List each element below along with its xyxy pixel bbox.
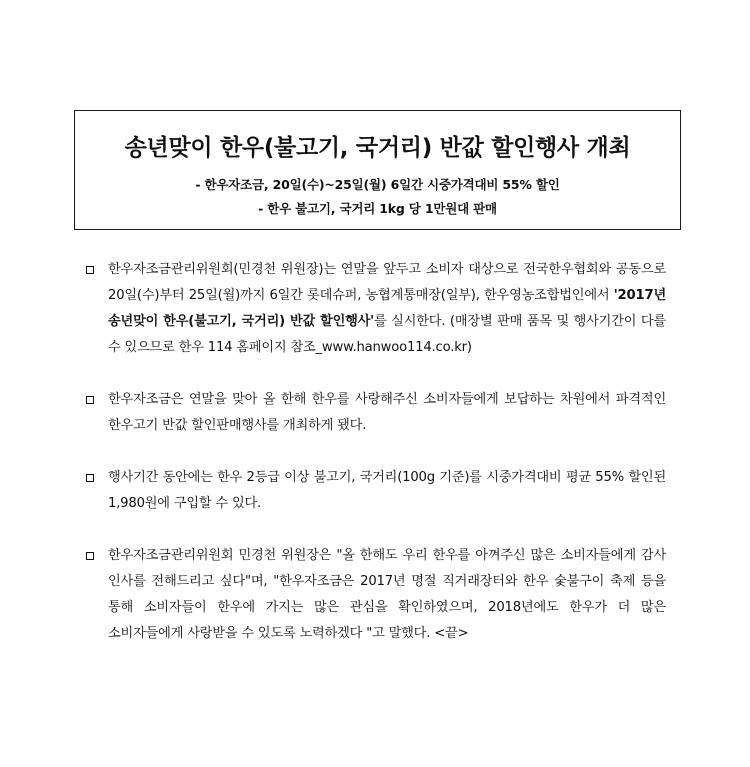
paragraph-1-text-c: 를 실시한다. (매장별 판매 품목 및 행사기간이 다를 수 있으므로 한우 114 홈페이지 참조_www.hanwoo114.co.kr) bbox=[108, 314, 666, 355]
paragraph-4-text: 한우자조금관리위원회 민경천 위원장은 "올 한해도 우리 한우를 아껴주신 많은 소비자들에게 감사 인사를 전해드리고 싶다"며, "한우자조금은 2017년 명절 직거래장터와 한우 숯불구이 축제 등을 통해 소비자들이 한우에 가지는 많은 관심을 확인하였으며, 2018년에도 한우가 더 많은 소비자들에게 사랑받을 수 있도록 노력하겠다 "고 말했다. <끝> bbox=[108, 548, 666, 641]
press-release-title: 송년맞이 한우(불고기, 국거리) 반값 할인행사 개최 bbox=[124, 135, 631, 161]
paragraph-2-text: 한우자조금은 연말을 맞아 올 한해 한우를 사랑해주신 소비자들에게 보답하는 차원에서 파격적인 한우고기 반값 할인판매행사를 개최하게 됐다. bbox=[108, 392, 666, 433]
paragraph-2 bbox=[86, 387, 666, 439]
square-bullet-icon bbox=[86, 396, 94, 404]
square-bullet-icon bbox=[86, 552, 94, 560]
headline-box bbox=[74, 110, 681, 230]
subtitle-line-2: - 한우 불고기, 국거리 1kg 당 1만원대 판매 bbox=[258, 201, 497, 216]
paragraph-4 bbox=[86, 543, 666, 647]
paragraph-1 bbox=[86, 257, 666, 361]
body-content bbox=[86, 257, 666, 647]
paragraph-3 bbox=[86, 465, 666, 517]
subtitle-group bbox=[75, 173, 680, 221]
event-name: '2017년 송년맞이 한우(불고기, 국거리) 반값 할인행사' bbox=[108, 288, 666, 329]
paragraph-3-text: 행사기간 동안에는 한우 2등급 이상 불고기, 국거리(100g 기준)를 시중가격대비 평균 55% 할인된 1,980원에 구입할 수 있다. bbox=[108, 470, 666, 511]
square-bullet-icon bbox=[86, 474, 94, 482]
square-bullet-icon bbox=[86, 266, 94, 274]
subtitle-line-1: - 한우자조금, 20일(수)~25일(월) 6일간 시중가격대비 55% 할인 bbox=[195, 177, 560, 192]
paragraph-1-text-a: 한우자조금관리위원회(민경천 위원장)는 연말을 앞두고 소비자 대상으로 전국한우협회와 공동으로 20일(수)부터 25일(월)까지 6일간 롯데슈퍼, 농협계통매장(일부), 한우영농조합법인에서 bbox=[108, 262, 666, 303]
